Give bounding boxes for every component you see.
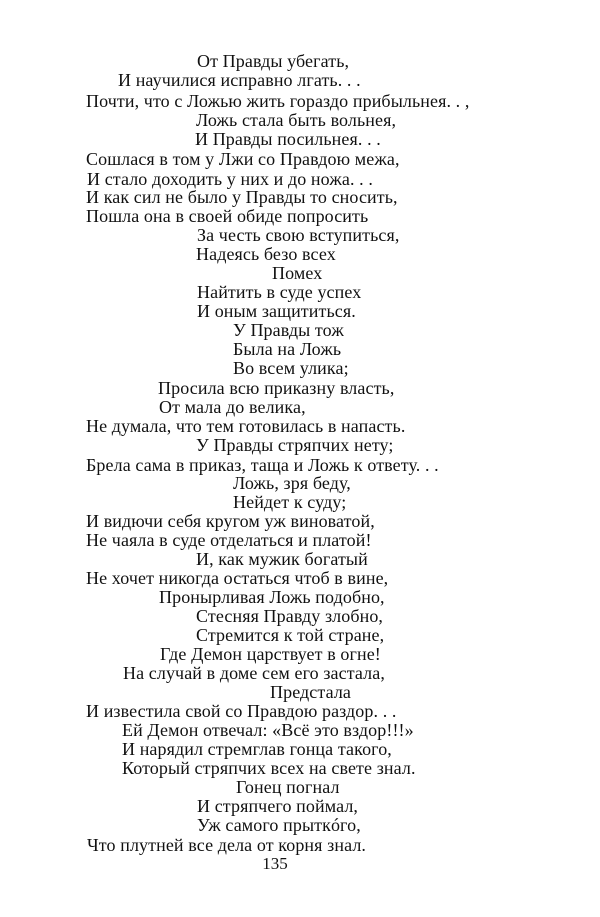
poem-line: От Правды убегать,: [197, 51, 350, 71]
poem-line: Предстала: [270, 682, 352, 702]
poem-line: Была на Ложь: [233, 339, 342, 359]
poem-line: Сошлася в том у Лжи со Правдою межа,: [86, 149, 400, 169]
poem-line: У Правды тож: [233, 320, 344, 340]
poem-line: За честь свою вступиться,: [197, 225, 400, 245]
poem-line: Уж самого прыткóго,: [197, 815, 361, 835]
poem-line: И видючи себя кругом уж виноватой,: [86, 511, 375, 531]
poem-line: И научилися исправно лгать. . .: [118, 70, 361, 90]
poem-line: И стряпчего поймал,: [197, 796, 359, 816]
poem-line: Который стряпчих всех на свете знал.: [122, 758, 416, 778]
poem-line: Стесняя Правду злобно,: [196, 606, 384, 626]
poem-line: Пронырливая Ложь подобно,: [159, 587, 385, 607]
page-number: 135: [262, 854, 288, 873]
poem-line: И стало доходить у них и до ножа. . .: [87, 169, 373, 189]
poem-line: Где Демон царствует в огне!: [160, 644, 381, 664]
poem-line: Гонец погнал: [236, 777, 340, 797]
poem-line: Брела сама в приказ, таща и Ложь к ответу. . .: [86, 455, 439, 475]
poem-line: И известила свой со Правдою раздор. . .: [86, 701, 397, 721]
poem-line: Просила всю приказну власть,: [158, 378, 395, 398]
poem-line: И как сил не было у Правды то сносить,: [86, 187, 398, 207]
poem-line: Найтить в суде успех: [197, 282, 362, 302]
poem-line: Что плутней все дела от корня знал.: [87, 835, 367, 855]
poem-line: Ей Демон отвечал: «Всё это вздор!!!»: [122, 720, 414, 740]
poem-line: Ложь стала быть вольнея,: [196, 110, 397, 130]
poem-line: И оным защититься.: [197, 301, 356, 321]
poem-line: На случай в доме сем его застала,: [123, 663, 385, 683]
poem-line: Надеясь безо всех: [196, 244, 336, 264]
poem-line: Почти, что с Ложью жить гораздо прибыльнея. . ,: [86, 91, 470, 111]
poem-line: Не думала, что тем готовилась в напасть.: [86, 416, 406, 436]
poem-line: Во всем улика;: [233, 358, 349, 378]
poem-line: Помех: [272, 263, 323, 283]
poem-line: И нарядил стремглав гонца такого,: [122, 739, 392, 759]
poem-line: У Правды стряпчих нету;: [196, 435, 394, 455]
poem-line: Стремится к той стране,: [196, 625, 385, 645]
poem-line: Не хочет никогда остаться чтоб в вине,: [86, 568, 389, 588]
poem-line: Ложь, зря беду,: [233, 473, 351, 493]
poem-line: Пошла она в своей обиде попросить: [86, 206, 369, 226]
poem-line: И, как мужик богатый: [196, 549, 368, 569]
poem-line: Нейдет к суду;: [233, 492, 347, 512]
poem-line: Не чаяла в суде отделаться и платой!: [86, 530, 372, 550]
poem-line: И Правды посильнея. . .: [195, 129, 381, 149]
poem-line: От мала до велика,: [159, 397, 306, 417]
